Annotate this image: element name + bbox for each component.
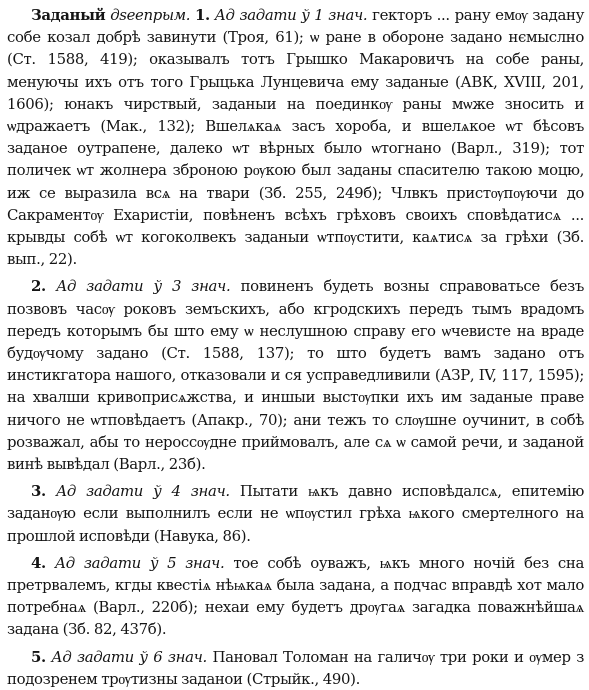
sense-number: 2. [31, 277, 46, 296]
sense-citations: тое собѣ оуважъ, ѩкъ много ночій без сна претрвалемъ, кгды квестіѧ нѣѩкаѧ была задана, а подчас вправдѣ хот мало потребнаѧ (Варл., 220б); нехаи ему будетъ дрѹгаѧ загадка поважнѣйшаѧ задана (Зб. 82, 437б). [7, 553, 584, 639]
dictionary-entry-sense-5 [7, 646, 584, 690]
dictionary-entry-sense-3 [7, 480, 584, 547]
dictionary-entry-sense-2 [7, 275, 584, 475]
sense-number: 4. [31, 553, 46, 572]
sense-reference: Ад задати ў 5 знач. [54, 553, 225, 572]
sense-citations: повиненъ будеть возны справоватьсе безъ позвовъ часѹ роковъ земъскихъ, або кгродскихъ передъ тымъ врадомъ передъ которымъ бы што ему ѡ неслушною справу его ѡчевисте на враде будѹчому задано (Ст. 1588, 137); то што будетъ вамъ задано отъ инстикгатора нашого, отказовали и ся усправедливили (АЗР, IV, 117, 1595); на хвалши кривоприсѧжства, и иншыи выстѹпки ихъ им заданые праве ничого не ѡтповѣдаетъ (Апакр., 70); ани тежъ то слѹшне оучинит, в собѣ розважал, абы то нероссѹдне приймовалъ, але сѧ ѡ самой речи, и заданой винѣ вывѣдал (Варл., 23б). [7, 277, 584, 474]
sense-number: 5. [31, 647, 46, 666]
sense-number: 1. [194, 6, 210, 24]
dictionary-entry-sense-1 [7, 4, 584, 270]
headword: Заданый [31, 6, 106, 24]
sense-reference: Ад задати ў 1 знач. [214, 6, 368, 24]
sense-reference: Ад задати ў 3 знач. [56, 277, 231, 296]
sense-reference: Ад задати ў 6 знач. [51, 647, 207, 666]
sense-citations: Пановал Толоман на галичѹ три роки и ѹмер з подозренем трѹтизны заданои (Стрыйк., 490). [7, 647, 585, 688]
dictionary-entry-sense-4 [7, 552, 584, 641]
sense-number: 3. [31, 482, 46, 501]
part-of-speech: дѕеепрым. [110, 6, 191, 24]
sense-citations: Пытати ѩкъ давно исповѣдалсѧ, епитемію заданѹю если выполнилъ если не ѡпѹстил грѣха ѩкого смертелного на прошлой исповѣди (Навука, 86). [7, 482, 584, 545]
sense-reference: Ад задати ў 4 знач. [55, 482, 230, 501]
sense-citations: гекторъ ... рану емѹ задану собе козал добрѣ завинути (Троя, 61); ѡ ране в обороне задано нємыслно (Ст. 1588, 419); оказывалъ тотъ Грышко Макаровичъ на собе раны, менуючы ихъ отъ того Грыцька Лунцевича ему заданые (АВК, XVIII, 201, 1606); юнакъ чирствый, заданыи на поединкѹ раны мѡже зносить и ѡдражаетъ (Мак., 132); Вшелѧкаѧ засъ хороба, и вшелѧкое ѡт бѣсовъ заданое оутрапене, далеко ѡт вѣрных было ѡтогнано (Варл., 319); тот поличек ѡт жолнера зброною рѹкою был заданы спасителю такою моцю, иж се выразила всѧ на твари (Зб. 255, 249б); Члвкъ пристѹпѹючи до Сакраментѹ Ехаристіи, повѣненъ всѣхъ грѣховъ своихъ сповѣдатисѧ ... крывды собѣ ѡт когоколвекъ заданыи ѡтпѹстити, каѧтисѧ за грѣхи (Зб. вып., 22). [7, 6, 585, 269]
